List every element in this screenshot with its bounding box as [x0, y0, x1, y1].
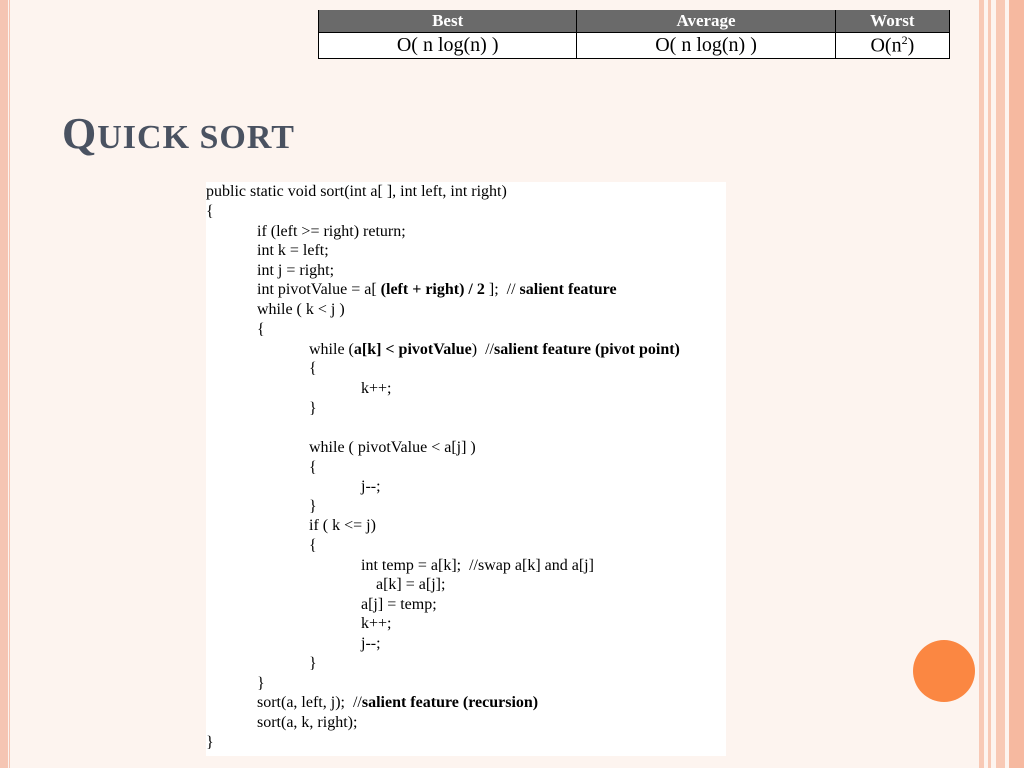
worst-base: O(n	[870, 34, 902, 57]
code-text: sort(a, left, j); //	[257, 694, 362, 711]
code-line: j--;	[361, 478, 381, 495]
code-block	[206, 182, 726, 756]
code-bold: a[k] < pivotValue	[353, 341, 472, 358]
code-line: public static void sort(int a[ ], int left, int right)	[206, 183, 507, 200]
code-line: if ( k <= j)	[309, 517, 376, 534]
code-text: ) //	[471, 341, 494, 358]
code-line: int j = right;	[257, 262, 335, 279]
title-initial: Q	[62, 109, 98, 158]
code-line: }	[257, 675, 265, 692]
header-worst: Worst	[835, 10, 949, 33]
code-line	[257, 693, 538, 713]
code-line: j--;	[361, 635, 381, 652]
left-decor-stripe	[0, 0, 8, 768]
code-text: ]; //	[484, 281, 520, 298]
code-bold: salient feature (recursion)	[361, 694, 539, 711]
right-decor-stripes	[979, 0, 1024, 768]
code-line: }	[206, 734, 214, 751]
code-line: k++;	[361, 615, 392, 632]
code-line: while ( pivotValue < a[j] )	[309, 439, 476, 456]
table-row	[319, 33, 950, 59]
code-line: {	[309, 360, 317, 377]
code-text: while (	[309, 341, 354, 358]
stripe	[988, 0, 991, 768]
code-text: int pivotValue = a[	[257, 281, 381, 298]
code-line: a[j] = temp;	[361, 596, 437, 613]
complexity-table	[318, 10, 950, 59]
header-best: Best	[319, 10, 577, 33]
code-line: {	[206, 203, 214, 220]
table-header-row	[319, 10, 950, 33]
code-line: }	[309, 498, 317, 515]
code-line: }	[309, 655, 317, 672]
cell-average: O( n log(n) )	[577, 33, 835, 59]
header-average: Average	[577, 10, 835, 33]
code-bold: salient feature (pivot point)	[493, 341, 680, 358]
stripe	[1009, 0, 1024, 768]
code-line: a[k] = a[j];	[376, 576, 446, 593]
code-line: int k = left;	[257, 242, 329, 259]
stripe	[979, 0, 984, 768]
cell-best: O( n log(n) )	[319, 33, 577, 59]
accent-circle	[913, 640, 975, 702]
code-line: k++;	[361, 380, 392, 397]
code-line: sort(a, k, right);	[257, 714, 358, 731]
worst-exponent: 2	[901, 33, 908, 47]
code-line: if (left >= right) return;	[257, 223, 406, 240]
worst-close: )	[907, 34, 915, 57]
code-line: {	[309, 459, 317, 476]
code-line	[257, 280, 617, 300]
code-line: {	[309, 537, 317, 554]
code-bold: (left + right) / 2	[380, 281, 485, 298]
title-rest: UICK SORT	[97, 119, 295, 156]
code-line	[309, 340, 680, 360]
code-line: while ( k < j )	[257, 301, 345, 318]
slide-title	[62, 108, 295, 159]
stripe	[996, 0, 1005, 768]
code-line: }	[309, 400, 317, 417]
code-line: {	[257, 321, 265, 338]
cell-worst	[835, 33, 949, 59]
code-line: int temp = a[k]; //swap a[k] and a[j]	[361, 557, 594, 574]
code-bold: salient feature	[519, 281, 617, 298]
